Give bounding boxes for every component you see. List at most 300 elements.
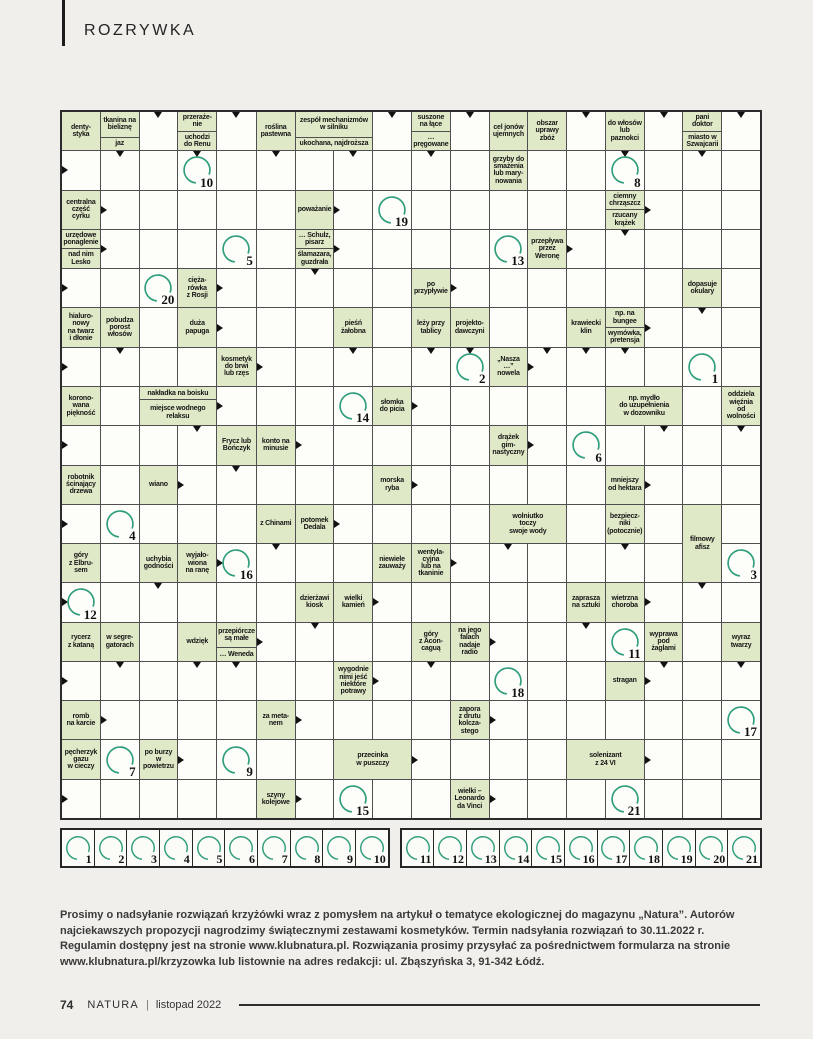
- clue-text: wyprawa pod żaglami: [649, 630, 678, 653]
- answer-cell[interactable]: [140, 426, 178, 464]
- answer-cell[interactable]: [217, 308, 256, 346]
- answer-cell[interactable]: [451, 426, 489, 464]
- answer-cell[interactable]: [217, 544, 256, 582]
- solution-cell[interactable]: [323, 830, 356, 866]
- clue-text: pobudza porost włosów: [105, 316, 134, 339]
- answer-cell[interactable]: [296, 466, 334, 504]
- clue-cell: [334, 583, 372, 621]
- answer-cell[interactable]: [528, 466, 566, 504]
- answer-cell[interactable]: [101, 191, 139, 229]
- clue-text: z Chinami: [260, 520, 292, 528]
- answer-cell[interactable]: [257, 544, 295, 582]
- answer-cell[interactable]: [296, 623, 334, 661]
- answer-cell[interactable]: [490, 544, 528, 582]
- clue-cell: [178, 269, 216, 307]
- answer-cell[interactable]: [178, 348, 216, 386]
- clue-cell: [257, 505, 295, 543]
- arrow-right-icon: [528, 441, 534, 449]
- answer-cell[interactable]: [645, 426, 683, 464]
- answer-cell[interactable]: [373, 583, 411, 621]
- answer-cell[interactable]: [257, 583, 295, 621]
- answer-cell[interactable]: [62, 269, 100, 307]
- answer-cell[interactable]: [296, 269, 334, 307]
- answer-cell[interactable]: [178, 583, 216, 621]
- answer-cell[interactable]: [528, 662, 566, 700]
- answer-cell[interactable]: [451, 662, 489, 700]
- arrow-down-icon: [660, 112, 668, 118]
- arrow-down-icon: [582, 348, 590, 354]
- answer-cell[interactable]: [451, 740, 489, 778]
- answer-cell[interactable]: [451, 112, 489, 150]
- answer-cell[interactable]: [373, 701, 411, 739]
- answer-cell[interactable]: [217, 583, 256, 621]
- clue-text: ukochana, najdroższa: [296, 137, 373, 150]
- answer-cell[interactable]: [722, 230, 760, 268]
- answer-cell[interactable]: [683, 308, 721, 346]
- answer-cell[interactable]: [257, 151, 295, 189]
- answer-cell[interactable]: [101, 780, 139, 818]
- answer-cell[interactable]: [296, 348, 334, 386]
- answer-cell[interactable]: [683, 583, 721, 621]
- answer-cell[interactable]: [683, 191, 721, 229]
- answer-cell[interactable]: [412, 151, 450, 189]
- answer-cell[interactable]: [567, 662, 605, 700]
- answer-cell[interactable]: [217, 662, 256, 700]
- answer-cell[interactable]: [140, 191, 178, 229]
- circle-number: 5: [216, 852, 223, 866]
- answer-cell[interactable]: [567, 348, 605, 386]
- answer-cell[interactable]: [451, 269, 489, 307]
- clue-text: wietrzna choroba: [611, 595, 638, 610]
- answer-cell[interactable]: [490, 662, 528, 700]
- answer-cell[interactable]: [140, 348, 178, 386]
- answer-cell[interactable]: [62, 662, 100, 700]
- answer-cell[interactable]: [62, 426, 100, 464]
- answer-cell[interactable]: [334, 544, 372, 582]
- answer-cell[interactable]: [257, 623, 295, 661]
- answer-cell[interactable]: [722, 701, 760, 739]
- answer-cell[interactable]: [528, 780, 566, 818]
- answer-cell[interactable]: [683, 740, 721, 778]
- answer-cell[interactable]: [257, 191, 295, 229]
- answer-cell[interactable]: [528, 308, 566, 346]
- answer-cell[interactable]: [451, 348, 489, 386]
- answer-cell[interactable]: [101, 387, 139, 425]
- answer-cell[interactable]: [257, 230, 295, 268]
- answer-cell[interactable]: [722, 191, 760, 229]
- answer-cell[interactable]: [722, 112, 760, 150]
- answer-cell[interactable]: [683, 230, 721, 268]
- clue-text: wygodnie nimi jeść niektóre potrawy: [337, 666, 369, 696]
- answer-cell[interactable]: [528, 387, 566, 425]
- solution-cell[interactable]: [95, 830, 128, 866]
- answer-cell[interactable]: [606, 544, 644, 582]
- answer-cell[interactable]: [528, 544, 566, 582]
- answer-cell[interactable]: [683, 623, 721, 661]
- answer-cell[interactable]: [178, 740, 216, 778]
- answer-cell[interactable]: [722, 544, 760, 582]
- answer-cell[interactable]: [645, 112, 683, 150]
- answer-cell[interactable]: [101, 662, 139, 700]
- answer-cell[interactable]: [257, 662, 295, 700]
- answer-cell[interactable]: [296, 740, 334, 778]
- answer-cell[interactable]: [296, 308, 334, 346]
- answer-cell[interactable]: [645, 151, 683, 189]
- solution-cell[interactable]: [532, 830, 565, 866]
- answer-cell[interactable]: [373, 230, 411, 268]
- answer-cell[interactable]: [178, 230, 216, 268]
- answer-cell[interactable]: [412, 505, 450, 543]
- solution-cell[interactable]: [402, 830, 435, 866]
- answer-cell[interactable]: [683, 387, 721, 425]
- answer-cell[interactable]: [722, 740, 760, 778]
- answer-cell[interactable]: [373, 662, 411, 700]
- answer-cell[interactable]: [567, 505, 605, 543]
- answer-cell[interactable]: [140, 230, 178, 268]
- answer-cell[interactable]: [140, 583, 178, 621]
- answer-cell[interactable]: [178, 426, 216, 464]
- clue-cell: [373, 544, 411, 582]
- answer-cell[interactable]: [606, 348, 644, 386]
- clue-cell: [567, 583, 605, 621]
- solution-group: [60, 828, 390, 868]
- answer-cell[interactable]: [528, 348, 566, 386]
- answer-cell[interactable]: [334, 348, 372, 386]
- answer-cell[interactable]: [490, 583, 528, 621]
- answer-cell[interactable]: [567, 780, 605, 818]
- answer-cell[interactable]: [683, 426, 721, 464]
- answer-cell[interactable]: [101, 740, 139, 778]
- solution-cell[interactable]: [225, 830, 258, 866]
- answer-cell[interactable]: [334, 191, 372, 229]
- answer-cell[interactable]: [606, 230, 644, 268]
- answer-cell[interactable]: [217, 701, 256, 739]
- answer-cell[interactable]: [140, 151, 178, 189]
- answer-cell[interactable]: [257, 466, 295, 504]
- answer-cell[interactable]: [722, 505, 760, 543]
- issue-label: listopad 2022: [155, 999, 222, 1011]
- arrow-down-icon: [698, 308, 706, 314]
- answer-cell[interactable]: [451, 544, 489, 582]
- answer-cell[interactable]: [101, 269, 139, 307]
- answer-cell[interactable]: [490, 701, 528, 739]
- answer-cell[interactable]: [257, 740, 295, 778]
- solution-cell[interactable]: [434, 830, 467, 866]
- answer-cell[interactable]: [101, 505, 139, 543]
- answer-cell[interactable]: [373, 269, 411, 307]
- answer-cell[interactable]: [62, 505, 100, 543]
- clue-text: niewiele zauważy: [378, 555, 406, 571]
- answer-cell[interactable]: [528, 701, 566, 739]
- answer-cell[interactable]: [62, 780, 100, 818]
- arrow-right-icon: [645, 481, 651, 489]
- clue-cell: [217, 426, 256, 464]
- clue-text: centralna część cyrku: [66, 198, 96, 221]
- answer-cell[interactable]: [683, 780, 721, 818]
- answer-cell[interactable]: [528, 583, 566, 621]
- clue-text: przepływa przez Weronę: [531, 238, 564, 260]
- answer-cell[interactable]: [645, 191, 683, 229]
- answer-cell[interactable]: [722, 466, 760, 504]
- answer-cell[interactable]: [257, 308, 295, 346]
- answer-cell[interactable]: [334, 780, 372, 818]
- answer-cell[interactable]: [645, 740, 683, 778]
- answer-cell[interactable]: [528, 151, 566, 189]
- answer-cell[interactable]: [412, 348, 450, 386]
- answer-cell[interactable]: [722, 780, 760, 818]
- answer-cell[interactable]: [528, 269, 566, 307]
- answer-cell[interactable]: [683, 662, 721, 700]
- clue-text: wyraz twarzy: [730, 634, 752, 649]
- answer-cell[interactable]: [528, 740, 566, 778]
- answer-cell[interactable]: [412, 701, 450, 739]
- answer-cell[interactable]: [606, 701, 644, 739]
- answer-cell[interactable]: [490, 308, 528, 346]
- answer-cell[interactable]: [334, 505, 372, 543]
- answer-cell[interactable]: [451, 230, 489, 268]
- solution-cell[interactable]: [291, 830, 324, 866]
- answer-cell[interactable]: [567, 701, 605, 739]
- answer-cell[interactable]: [412, 191, 450, 229]
- answer-cell[interactable]: [296, 544, 334, 582]
- solution-cell[interactable]: [565, 830, 598, 866]
- clue-cell: [412, 112, 450, 150]
- solution-cell[interactable]: [728, 830, 760, 866]
- answer-cell[interactable]: [101, 426, 139, 464]
- answer-cell[interactable]: [296, 387, 334, 425]
- answer-cell[interactable]: [296, 151, 334, 189]
- answer-cell[interactable]: [217, 505, 256, 543]
- answer-cell[interactable]: [606, 623, 644, 661]
- answer-cell[interactable]: [606, 780, 644, 818]
- arrow-down-icon: [349, 151, 357, 157]
- arrow-right-icon: [217, 402, 223, 410]
- answer-cell[interactable]: [412, 426, 450, 464]
- answer-cell[interactable]: [567, 151, 605, 189]
- answer-cell[interactable]: [217, 387, 256, 425]
- answer-cell[interactable]: [217, 269, 256, 307]
- answer-cell[interactable]: [140, 623, 178, 661]
- answer-cell[interactable]: [722, 269, 760, 307]
- answer-cell[interactable]: [451, 387, 489, 425]
- answer-cell[interactable]: [451, 151, 489, 189]
- answer-cell[interactable]: [528, 191, 566, 229]
- answer-cell[interactable]: [645, 505, 683, 543]
- arrow-down-icon: [349, 348, 357, 354]
- solution-cell[interactable]: [663, 830, 696, 866]
- answer-cell[interactable]: [373, 191, 411, 229]
- answer-cell[interactable]: [217, 466, 256, 504]
- answer-cell[interactable]: [178, 191, 216, 229]
- answer-cell[interactable]: [490, 623, 528, 661]
- answer-cell[interactable]: [412, 740, 450, 778]
- answer-cell[interactable]: [101, 151, 139, 189]
- answer-cell[interactable]: [722, 583, 760, 621]
- answer-cell[interactable]: [296, 780, 334, 818]
- answer-cell[interactable]: [490, 387, 528, 425]
- answer-cell[interactable]: [490, 740, 528, 778]
- answer-cell[interactable]: [645, 230, 683, 268]
- answer-cell[interactable]: [334, 269, 372, 307]
- answer-cell[interactable]: [178, 151, 216, 189]
- solution-cell[interactable]: [62, 830, 95, 866]
- answer-cell[interactable]: [567, 387, 605, 425]
- answer-cell[interactable]: [412, 466, 450, 504]
- answer-cell[interactable]: [645, 544, 683, 582]
- answer-cell[interactable]: [334, 426, 372, 464]
- answer-cell[interactable]: [722, 662, 760, 700]
- answer-cell[interactable]: [334, 701, 372, 739]
- solution-cell[interactable]: [696, 830, 729, 866]
- answer-cell[interactable]: [683, 466, 721, 504]
- answer-cell[interactable]: [373, 151, 411, 189]
- answer-cell[interactable]: [373, 426, 411, 464]
- answer-cell[interactable]: [62, 151, 100, 189]
- arrow-right-icon: [412, 402, 418, 410]
- answer-cell[interactable]: [334, 387, 372, 425]
- answer-cell[interactable]: [62, 583, 100, 621]
- answer-cell[interactable]: [412, 662, 450, 700]
- clue-text: cięża- rówka z Rosji: [186, 277, 208, 299]
- answer-cell[interactable]: [645, 780, 683, 818]
- answer-cell[interactable]: [606, 269, 644, 307]
- solution-cell[interactable]: [598, 830, 631, 866]
- answer-cell[interactable]: [567, 466, 605, 504]
- answer-cell[interactable]: [62, 348, 100, 386]
- arrow-right-icon: [101, 716, 107, 724]
- answer-cell[interactable]: [296, 426, 334, 464]
- answer-cell[interactable]: [140, 112, 178, 150]
- answer-cell[interactable]: [178, 662, 216, 700]
- answer-cell[interactable]: [373, 623, 411, 661]
- answer-cell[interactable]: [140, 701, 178, 739]
- answer-cell[interactable]: [217, 780, 256, 818]
- answer-cell[interactable]: [217, 112, 256, 150]
- answer-cell[interactable]: [412, 387, 450, 425]
- answer-cell[interactable]: [412, 780, 450, 818]
- answer-cell[interactable]: [178, 701, 216, 739]
- answer-cell[interactable]: [683, 348, 721, 386]
- solution-cell[interactable]: [160, 830, 193, 866]
- arrow-right-icon: [62, 166, 68, 174]
- solution-strip: [60, 828, 762, 868]
- answer-cell[interactable]: [101, 466, 139, 504]
- answer-cell[interactable]: [722, 348, 760, 386]
- answer-cell[interactable]: [257, 269, 295, 307]
- answer-cell[interactable]: [373, 780, 411, 818]
- answer-cell[interactable]: [567, 230, 605, 268]
- answer-cell[interactable]: [296, 701, 334, 739]
- answer-cell[interactable]: [606, 426, 644, 464]
- answer-cell[interactable]: [567, 112, 605, 150]
- arrow-right-icon: [645, 598, 651, 606]
- answer-cell[interactable]: [490, 466, 528, 504]
- arrow-right-icon: [217, 324, 223, 332]
- answer-cell[interactable]: [451, 583, 489, 621]
- answer-cell[interactable]: [334, 466, 372, 504]
- answer-cell[interactable]: [722, 308, 760, 346]
- answer-cell[interactable]: [334, 230, 372, 268]
- answer-cell[interactable]: [178, 780, 216, 818]
- solution-cell[interactable]: [467, 830, 500, 866]
- answer-cell[interactable]: [257, 348, 295, 386]
- answer-cell[interactable]: [178, 505, 216, 543]
- solution-cell[interactable]: [356, 830, 388, 866]
- answer-cell[interactable]: [373, 308, 411, 346]
- solution-cell[interactable]: [500, 830, 533, 866]
- answer-cell[interactable]: [490, 191, 528, 229]
- answer-cell[interactable]: [334, 623, 372, 661]
- answer-cell[interactable]: [645, 269, 683, 307]
- answer-cell[interactable]: [101, 544, 139, 582]
- answer-cell[interactable]: [296, 662, 334, 700]
- answer-cell[interactable]: [645, 466, 683, 504]
- answer-cell[interactable]: [140, 662, 178, 700]
- solution-cell[interactable]: [193, 830, 226, 866]
- answer-cell[interactable]: [373, 112, 411, 150]
- answer-cell[interactable]: [683, 701, 721, 739]
- answer-cell[interactable]: [645, 308, 683, 346]
- answer-cell[interactable]: [412, 230, 450, 268]
- answer-cell[interactable]: [334, 151, 372, 189]
- answer-cell[interactable]: [412, 583, 450, 621]
- answer-cell[interactable]: [140, 308, 178, 346]
- answer-cell[interactable]: [567, 269, 605, 307]
- answer-cell[interactable]: [217, 230, 256, 268]
- answer-cell[interactable]: [257, 387, 295, 425]
- answer-cell[interactable]: [645, 583, 683, 621]
- answer-cell[interactable]: [451, 466, 489, 504]
- answer-cell[interactable]: [645, 662, 683, 700]
- answer-cell[interactable]: [451, 505, 489, 543]
- answer-cell[interactable]: [101, 348, 139, 386]
- answer-cell[interactable]: [140, 505, 178, 543]
- answer-cell[interactable]: [722, 426, 760, 464]
- answer-cell[interactable]: [178, 466, 216, 504]
- solution-cell[interactable]: [127, 830, 160, 866]
- answer-cell[interactable]: [217, 740, 256, 778]
- answer-cell[interactable]: [101, 230, 139, 268]
- answer-cell[interactable]: [217, 151, 256, 189]
- answer-cell[interactable]: [101, 583, 139, 621]
- clue-text: grzyby do smażenia lub mary- nowania: [492, 155, 525, 185]
- answer-cell[interactable]: [217, 191, 256, 229]
- answer-cell[interactable]: [373, 348, 411, 386]
- answer-cell[interactable]: [373, 505, 411, 543]
- answer-cell[interactable]: [722, 151, 760, 189]
- answer-cell[interactable]: [490, 780, 528, 818]
- answer-cell[interactable]: [451, 191, 489, 229]
- answer-cell[interactable]: [567, 623, 605, 661]
- answer-cell[interactable]: [528, 623, 566, 661]
- answer-cell[interactable]: [101, 701, 139, 739]
- answer-cell[interactable]: [140, 269, 178, 307]
- answer-cell[interactable]: [528, 426, 566, 464]
- answer-cell[interactable]: [490, 230, 528, 268]
- answer-cell[interactable]: [606, 151, 644, 189]
- answer-cell[interactable]: [645, 701, 683, 739]
- answer-cell[interactable]: [567, 191, 605, 229]
- answer-cell[interactable]: [683, 151, 721, 189]
- answer-cell[interactable]: [567, 426, 605, 464]
- answer-cell[interactable]: [645, 348, 683, 386]
- answer-cell[interactable]: [567, 544, 605, 582]
- solution-cell[interactable]: [258, 830, 291, 866]
- answer-cell[interactable]: [140, 780, 178, 818]
- circle-number: 14: [356, 410, 370, 426]
- solution-cell[interactable]: [630, 830, 663, 866]
- answer-cell[interactable]: [490, 269, 528, 307]
